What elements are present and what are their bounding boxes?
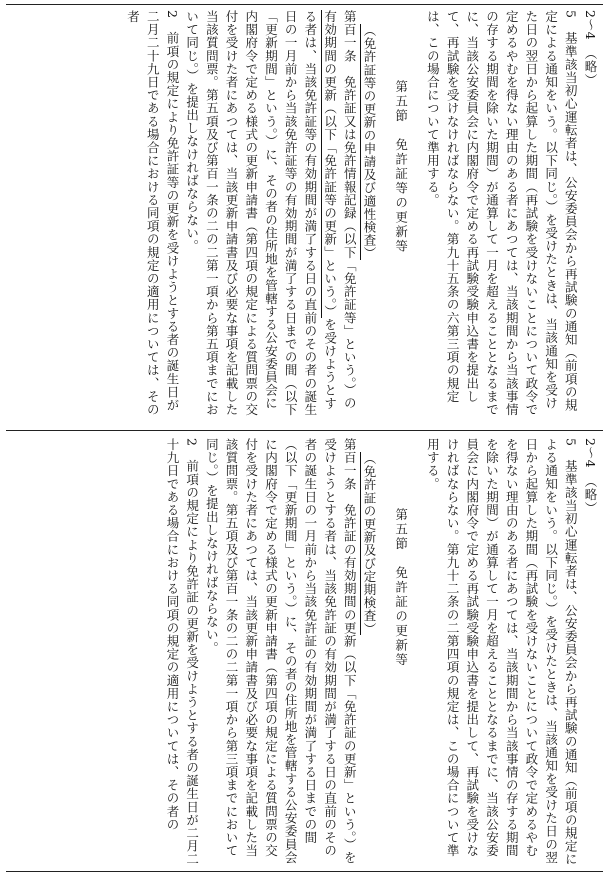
bottom-para-2-4-number: 2〜4 bbox=[583, 438, 598, 469]
bottom-para-5-number: 5 bbox=[563, 438, 579, 447]
top-para-2-4 bbox=[580, 10, 600, 422]
bottom-article-101-text: を受けようとする者は、当該免許証の有効期間が満了する日の直前のその者の誕生日の一月前から当該免許証の有効期間が満了する日までの間（以下「更新期間」という。）に、その者の住所地を管轄する公安委員会に内閣府令で定める様式の更新申請書（第四項の規定による質問票の交付を受けた者にあつては、当該更新申請書及び必要な事項を記載した当該質問票。第五項及び第百一条の二の二第一項から第三項までにおいて同じ。）を提出しなければならない。 bbox=[204, 438, 358, 865]
middle-rule bbox=[6, 430, 603, 431]
top-para-2-4-number: 2〜4 bbox=[583, 10, 598, 41]
top-article-101-caption bbox=[359, 10, 379, 422]
top-article-101-underlined: 有効期間の更新（以下「免許証等の更新」という。） bbox=[322, 10, 338, 319]
bottom-article-101-caption bbox=[359, 438, 379, 870]
bottom-article-101-lead: 第百一条 免許証の有効期間の更新（以下「免許証の更新」という。） bbox=[342, 438, 358, 851]
bottom-para-5 bbox=[423, 438, 581, 870]
top-para-2-number: 2 bbox=[164, 10, 180, 19]
top-article-101-text: を受けようとする者は、当該免許証等の有効期間が満了する日の直前のその者の誕生日の一月前から当該免許証等の有効期間が満了する日までの間（以下「更新期間」という。）に、その者の住所地を管轄する公安委員会に内閣府令で定める様式の更新申請書（第四項の規定による質問票の交付を受けた者にあつては、当該更新申請書及び必要な事項を記載した当該質問票。第五項及び第百一条の二の二第一項から第五項までにおいて同じ。）を提出しなければならない。 bbox=[184, 10, 338, 417]
top-rule bbox=[6, 4, 603, 5]
top-para-2-text: 前項の規定により免許証等の更新を受けようとする者の誕生日が二月二十九日である場合における同項の規定の適用については、その者 bbox=[125, 10, 180, 417]
revised-text-column bbox=[10, 10, 600, 422]
revised-text-panel bbox=[10, 10, 600, 422]
top-para-2 bbox=[123, 10, 182, 422]
bottom-para-2-4 bbox=[580, 438, 600, 870]
top-article-101-lead: 第百一条 免許証又は免許情報記録（以下「免許証等」という。）の bbox=[342, 10, 358, 410]
bottom-para-2-text: 前項の規定により免許証の更新を受けようとする者の誕生日が二月二十九日である場合における同項の規定の適用については、その者の bbox=[164, 438, 200, 866]
top-section-heading: 第五節 免許証等の更新等 bbox=[393, 80, 409, 254]
top-article-101-caption-text: （免許証等の更新の申請及び適性検査） bbox=[361, 24, 377, 260]
top-para-2-4-text: （略） bbox=[583, 53, 598, 87]
bottom-para-2-number: 2 bbox=[184, 438, 200, 447]
bottom-para-5-text: 基準該当初心運転者は、公安委員会から再試験の通知（前項の規定による通知をいう。以下同じ。）を受けたときは、当該通知を受けた日の翌日から起算した期間（再試験を受けないことについて政令で定めるやむを得ない理由のある者にあつては、当該期間から当該事情の存する期間を除いた期間）が通算して一月を超えることとなるまでに、当該公安委員会に内閣府令で定める再試験受験申込書を提出して、再試験を受けなければならない。第九十二条の二第四項の規定は、この場合について準用する。 bbox=[425, 438, 579, 866]
bottom-article-101-caption-text: （免許証の更新及び定期検査） bbox=[361, 452, 377, 636]
top-article-101 bbox=[182, 10, 359, 422]
bottom-para-2 bbox=[162, 438, 201, 870]
bottom-para-2-4-text: （略） bbox=[583, 481, 598, 515]
top-para-5 bbox=[423, 10, 581, 422]
top-para-5-text: 基準該当初心運転者は、公安委員会から再試験の通知（前項の規定による通知をいう。以下同じ。）を受けたときは、当該通知を受けた日の翌日から起算した期間（再試験を受けないことについて政令で定めるやむを得ない理由のある者にあつては、当該期間から当該事情の存する期間を除いた期間）が通算して一月を超えることとなるまでに、当該公安委員会に内閣府令で定める再試験受験申込書を提出して、再試験を受けなければならない。第九十五条の六第三項の規定は、この場合について準用する。 bbox=[425, 10, 579, 417]
bottom-article-101 bbox=[202, 438, 360, 870]
current-text-panel bbox=[10, 438, 600, 870]
bottom-section-heading: 第五節 免許証の更新等 bbox=[393, 508, 409, 668]
bottom-rule bbox=[6, 871, 603, 872]
current-text-column bbox=[10, 438, 600, 870]
top-para-5-number: 5 bbox=[563, 10, 579, 19]
